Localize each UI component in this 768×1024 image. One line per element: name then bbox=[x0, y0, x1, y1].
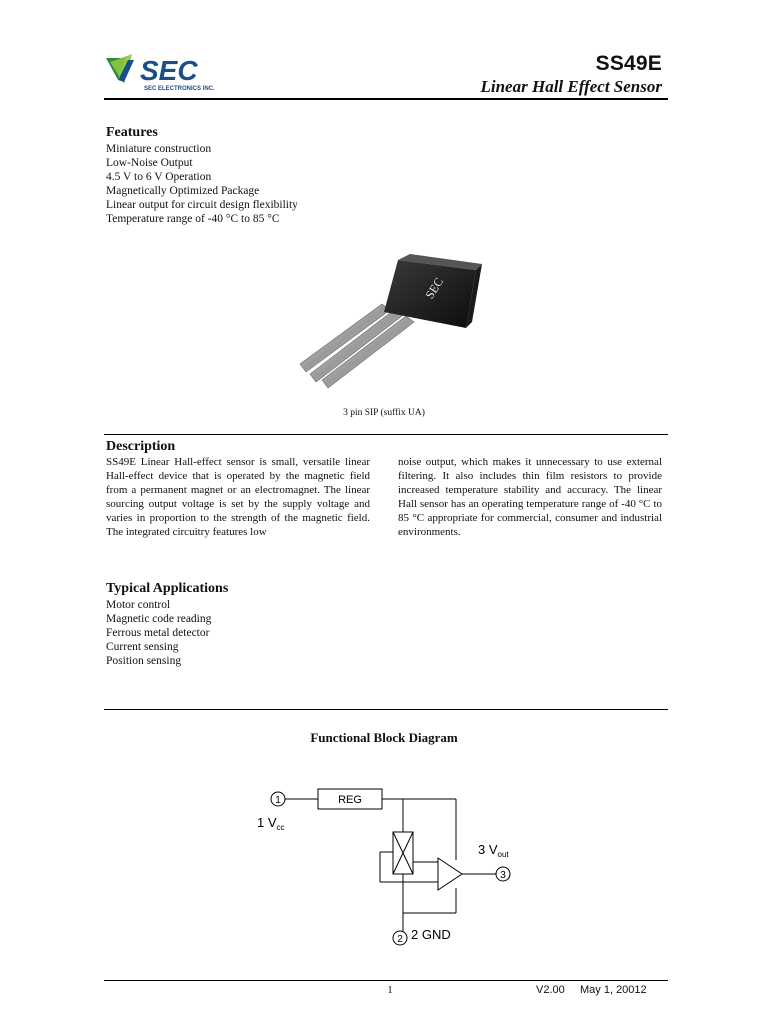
section-divider bbox=[104, 709, 668, 710]
reg-block bbox=[318, 789, 382, 809]
sec-logo-graphic bbox=[104, 50, 234, 94]
logo-subtext: SEC ELECTRONICS INC. bbox=[144, 86, 215, 92]
pin-2-terminal bbox=[393, 931, 407, 945]
pin-1-number: 1 bbox=[275, 795, 281, 806]
sip-package-image bbox=[286, 252, 486, 402]
list-item: Magnetic code reading bbox=[106, 613, 212, 625]
hall-element bbox=[393, 832, 413, 874]
pin-2-number: 2 bbox=[397, 934, 403, 945]
list-item: Miniature construction bbox=[106, 143, 212, 155]
pin-1-label: 1 $V_{cc}$ bbox=[257, 815, 285, 832]
header-divider bbox=[104, 98, 668, 100]
pin-2-label: 2 GND bbox=[411, 927, 451, 942]
applications-heading: Typical Applications bbox=[106, 581, 229, 596]
photo-caption: 3 pin SIP (suffix UA) bbox=[343, 408, 425, 418]
document-subtitle: Linear Hall Effect Sensor bbox=[480, 77, 662, 96]
pin-3-terminal bbox=[496, 867, 510, 881]
features-list bbox=[106, 142, 298, 226]
sec-logo bbox=[104, 50, 234, 94]
list-item: Motor control bbox=[106, 599, 171, 611]
hall-element-cross bbox=[393, 832, 413, 874]
reg-label: REG bbox=[338, 794, 362, 806]
pin-1-terminal bbox=[271, 792, 285, 806]
description-column-2: noise output, which makes it unnecessary to use external filtering. It also includes thin film resistors to provide increased temperature stability and accuracy. The linear Hall sensor has an operating temperature range of -40 °C to 85 °C appropriate for commercial, consumer and industrial environments. bbox=[398, 456, 662, 538]
logo-text: SEC bbox=[140, 55, 198, 86]
amplifier-symbol bbox=[438, 858, 462, 890]
footer-divider bbox=[104, 980, 668, 981]
list-item: 4.5 V to 6 V Operation bbox=[106, 171, 212, 183]
list-item: Ferrous metal detector bbox=[106, 627, 210, 639]
list-item: Position sensing bbox=[106, 655, 182, 667]
list-item: Magnetically Optimized Package bbox=[106, 185, 260, 197]
part-number: SS49E bbox=[595, 52, 662, 75]
version-label: V2.00 bbox=[536, 984, 565, 996]
description-heading: Description bbox=[106, 439, 176, 454]
package-photo bbox=[286, 252, 486, 402]
list-item: Low-Noise Output bbox=[106, 157, 193, 169]
list-item: Temperature range of -40 °C to 85 °C bbox=[106, 213, 280, 225]
pin-3-number: 3 bbox=[500, 870, 506, 881]
section-divider bbox=[104, 434, 668, 435]
diagram-title: Functional Block Diagram bbox=[310, 730, 458, 745]
list-item: Current sensing bbox=[106, 641, 179, 653]
page-number: 1 bbox=[387, 984, 393, 996]
features-heading: Features bbox=[106, 125, 158, 140]
pin-3-label: 3 $V_{out}$ bbox=[478, 842, 509, 859]
hall-element-cross bbox=[393, 832, 413, 874]
list-item: Linear output for circuit design flexibility bbox=[106, 199, 298, 211]
applications-list bbox=[106, 598, 211, 668]
package-marking: SEC bbox=[422, 275, 446, 302]
description-column-1: SS49E Linear Hall-effect sensor is small, versatile linear Hall-effect device that is operated by the magnetic field from a permanent magnet or an electromagnet. The linear sourcing output voltage is set by the supply voltage and varies in proportion to the strength of the magnetic field. The integrated circuitry features low bbox=[106, 456, 370, 538]
date-label: May 1, 20012 bbox=[580, 984, 647, 996]
